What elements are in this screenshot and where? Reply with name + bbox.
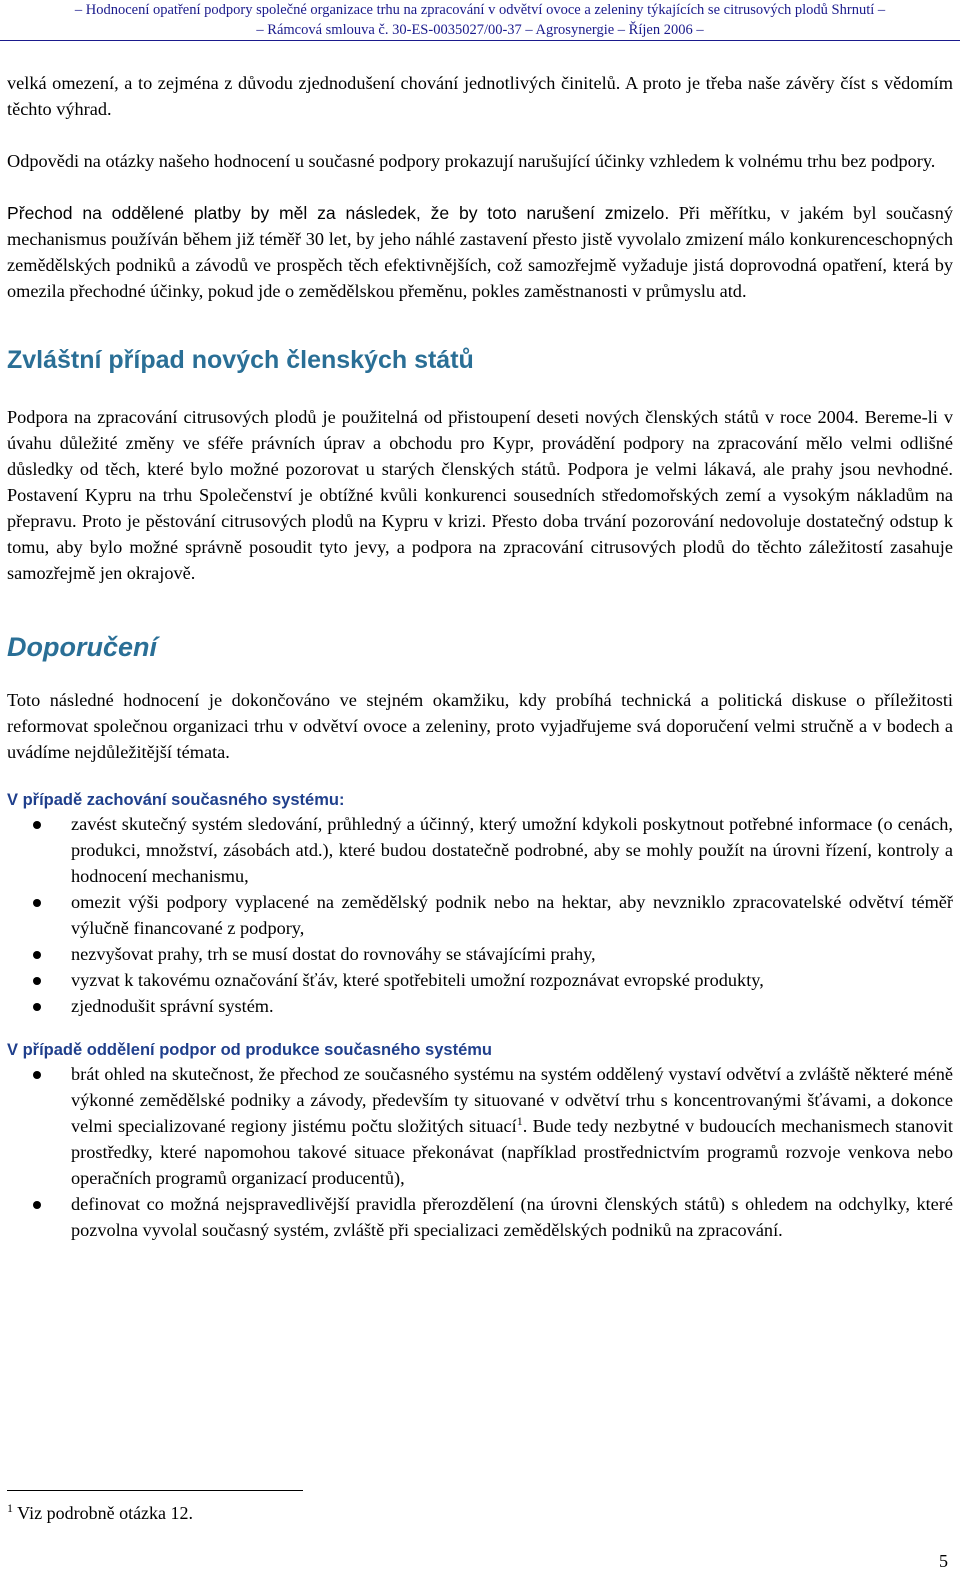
document-body <box>7 70 953 1243</box>
footnote <box>7 1500 193 1526</box>
paragraph-cyprus: Podpora na zpracování citrusových plodů je použitelná od přistoupení deseti nových členských států v roce 2004. Bereme-li v úvahu důležité změny ve sféře právních úprav a obchodu pro Kypr, provádění podpory na zpracování mělo velmi odlišné důsledky od těch, které bylo možné pozorovat u starých členských států. Podpora je velmi lákavá, ale prahy jsou nevhodné. Postavení Kypru na trhu Společenství je obtížné kvůli konkurenci sousedních středomořských zemí a vysokým nákladům na přepravu. Proto je pěstování citrusových plodů na Kypru v krizi. Přesto doba trvání pozorování nedovoluje dostatečný odstup k tomu, aby bylo možné správně posoudit tyto jevy, a podpora na zpracování citrusových plodů do těchto záležitostí zasahuje samozřejmě jen okrajově. <box>7 407 953 583</box>
paragraph-limitations: velká omezení, a to zejména z důvodu zjednodušení chování jednotlivých činitelů. A proto je třeba naše závěry číst s vědomím těchto výhrad. <box>7 73 953 119</box>
paragraph-recommendations-intro: Toto následné hodnocení je dokončováno ve stejném okamžiku, kdy probíhá technická a politická diskuse o příležitosti reformovat společnou organizaci trhu v odvětví ovoce a zeleniny, proto vyjadřujeme svá doporučení velmi stručně a v bodech a uvádíme nejdůležitější témata. <box>7 690 953 762</box>
list-item: definovat co možná nejspravedlivější pravidla přerozdělení (na úrovni členských států) s ohledem na odchylky, které pozvolna vyvolal současný systém, zvláště při specializaci zemědělských podniků na zpracování. <box>7 1191 953 1243</box>
heading-decoupling: V případě oddělení podpor od produkce současného systému <box>7 1041 492 1059</box>
list-item-text: brát ohled na skutečnost, že přechod ze současného systému na systém oddělený vystaví odvětví a zvláště některé méně výkonné zemědělské podniky a závody, především ty situované v odvětví trhu s koncentrovanými šťávami, a dokonce velmi specializované regiony jistému počtu složitých situací <box>71 1064 953 1136</box>
list-item: zjednodušit správní systém. <box>7 993 953 1019</box>
list-item: nezvyšovat prahy, trh se musí dostat do rovnováhy se stávajícími prahy, <box>7 941 953 967</box>
list-item: vyzvat k takovému označování šťáv, které spotřebiteli umožní rozpoznávat evropské produkty, <box>7 967 953 993</box>
paragraph-answers: Odpovědi na otázky našeho hodnocení u současné podpory prokazují narušující účinky vzhledem k volnému trhu bez podpory. <box>7 151 936 171</box>
heading-keep-system: V případě zachování současného systému: <box>7 791 345 809</box>
list-item: zavést skutečný systém sledování, průhledný a účinný, který umožní kdykoli poskytnout potřebné informace (o cenách, produkci, množství, zásobách atd.), které budou dostatečně podrobné, aby se mohly použít na úrovni řízení, kontroly a hodnocení mechanismu, <box>7 811 953 889</box>
footnote-ref: 1 <box>516 1113 523 1128</box>
decoupling-rest: Při měřítku, v jakém byl současný mechanismus používán během již téměř 30 let, by jeho náhlé zastavení přesto jistě vyvolalo zmizení málo konkurenceschopných zemědělských podniků a závodů ve prospěch těch efektivnějších, což samozřejmě vyžaduje jistá doprovodná opatření, která by omezila přechodné účinky, pokud jde o zemědělskou přeměnu, pokles zaměstnanosti v průmyslu atd. <box>7 203 953 301</box>
paragraph-decoupling <box>7 200 953 304</box>
list-item: omezit výši podpory vyplacené na zemědělský podnik nebo na hektar, aby nevzniklo zpracovatelské odvětví téměř výlučně financované z podpory, <box>7 889 953 941</box>
running-header <box>0 0 960 40</box>
header-title-line: – Hodnocení opatření podpory společné organizace trhu na zpracování v odvětví ovoce a zeleniny týkajících se citrusových plodů Shrnutí – <box>74 2 886 18</box>
list-decoupling <box>7 1061 953 1243</box>
header-contract-line: – Rámcová smlouva č. 30-ES-0035027/00-37 – Agrosynergie – Říjen 2006 – <box>256 22 704 38</box>
heading-recommendations: Doporučení <box>7 632 158 662</box>
list-keep-system <box>7 811 953 1019</box>
heading-new-member-states: Zvláštní případ nových členských států <box>7 346 474 374</box>
footnote-text: Viz podrobně otázka 12. <box>13 1503 194 1523</box>
list-item-text: . Bude tedy nezbytné v budoucích mechanismech stanovit prostředky, které napomohou takové situace překonávat (například prostřednictvím programů rozvoje venkova nebo operačních programů organizací producentů), <box>71 1116 953 1188</box>
page-number: 5 <box>939 1551 948 1571</box>
footnote-mark: 1 <box>7 1501 13 1515</box>
header-rule <box>0 0 960 44</box>
list-item <box>7 1061 953 1191</box>
decoupling-lead: Přechod na oddělené platby by měl za následek, že by toto narušení zmizelo. <box>7 203 670 223</box>
footnote-separator <box>7 1490 303 1491</box>
